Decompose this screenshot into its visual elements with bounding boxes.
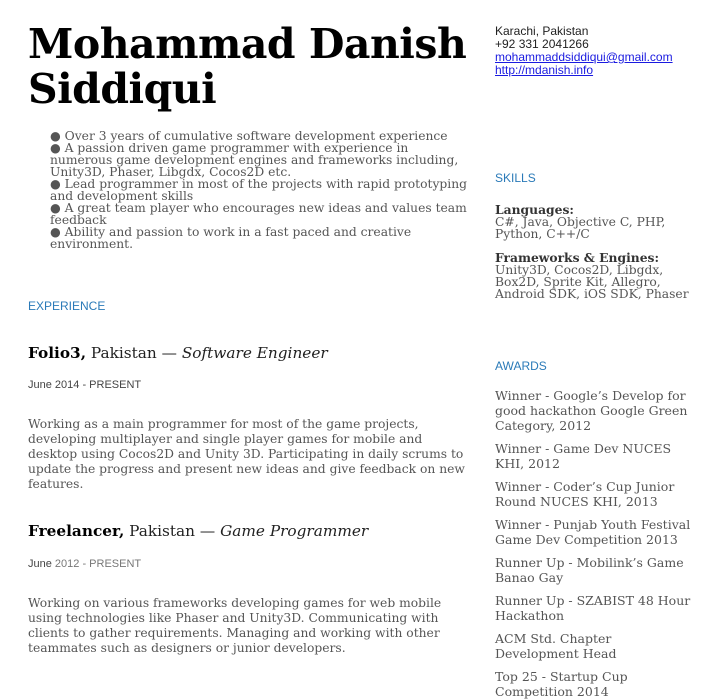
- award-item: Winner - Game Dev NUCES KHI, 2012: [495, 441, 672, 471]
- award-item: Winner - Google’s Develop for good hackathon Google Green Category, 2012: [495, 388, 688, 433]
- job-location: Pakistan: [129, 522, 196, 540]
- job-date-rest: 2012 - PRESENT: [54, 558, 142, 570]
- experience-heading: EXPERIENCE: [28, 299, 106, 313]
- contact-phone: +92 331 2041266: [495, 37, 589, 51]
- job-company: Folio3,: [28, 344, 87, 362]
- resume-name: [28, 22, 468, 112]
- contact-email-link[interactable]: mohammaddsiddiqui@gmail.com: [495, 50, 673, 64]
- job-date-month: June: [28, 558, 52, 570]
- summary-item: ● A great team player who encourages new ideas and values team feedback: [50, 201, 467, 227]
- summary-item: ● Lead programmer in most of the projects with rapid prototyping and development skills: [50, 177, 468, 203]
- award-item: Winner - Punjab Youth Festival Game Dev Competition 2013: [495, 517, 691, 547]
- job-separator: —: [161, 344, 177, 362]
- summary-item: ● Ability and passion to work in a fast paced and creative environment.: [50, 225, 412, 251]
- award-item: ACM Std. Chapter Development Head: [495, 631, 617, 661]
- job-role: Game Programmer: [220, 522, 369, 540]
- job-title-folio3: [28, 344, 328, 362]
- summary-list: [50, 130, 470, 250]
- award-item: Top 25 - Startup Cup Competition 2014: [495, 669, 628, 699]
- awards-heading: AWARDS: [495, 359, 547, 373]
- award-item: Runner Up - Mobilink’s Game Banao Gay: [495, 555, 684, 585]
- job-title-freelancer: [28, 522, 368, 540]
- job-role: Software Engineer: [181, 344, 328, 362]
- job-date-month: June 2014: [28, 379, 80, 391]
- skills-languages-list: C#, Java, Objective C, PHP, Python, C++/C: [495, 215, 666, 241]
- award-item: Runner Up - SZABIST 48 Hour Hackathon: [495, 593, 691, 623]
- job-date: [28, 379, 141, 391]
- skills-heading: SKILLS: [495, 171, 536, 185]
- job-location: Pakistan: [90, 344, 157, 362]
- job-separator: —: [199, 522, 216, 540]
- skills-frameworks-list: Unity3D, Cocos2D, Libgdx, Box2D, Sprite Kit, Allegro, Android SDK, iOS SDK, Phaser: [495, 263, 689, 301]
- skills-languages: [495, 204, 695, 240]
- job-description: Working as a main programmer for most of the game projects, developing multiplayer and single player games for mobile and desktop using Cocos2D and Unity 3D. Participating in daily scrums to update the progress and present new ideas and give feedback on new features.: [28, 417, 465, 491]
- job-date-rest: - PRESENT: [82, 379, 142, 391]
- summary-item: ● Over 3 years of cumulative software development experience: [50, 129, 448, 143]
- name-line-2: Siddiqui: [28, 65, 217, 113]
- summary-item: ● A passion driven game programmer with experience in numerous game development engines and frameworks including, Unity3D, Phaser, Libgdx, Cocos2D etc.: [50, 141, 459, 179]
- job-date: [28, 558, 141, 570]
- job-company: Freelancer,: [28, 522, 125, 540]
- job-description: Working on various frameworks developing games for web mobile using technologies like Phaser and Unity3D. Communicating with clients to gather requirements. Managing and working with other teammates such as designers or junior developers.: [28, 596, 442, 655]
- skills-frameworks-title: Frameworks & Engines:: [495, 250, 659, 265]
- contact-block: [495, 25, 673, 77]
- contact-website-link[interactable]: http://mdanish.info: [495, 63, 594, 77]
- contact-location: Karachi, Pakistan: [495, 24, 589, 38]
- skills-languages-title: Languages:: [495, 202, 574, 217]
- award-item: Winner - Coder’s Cup Junior Round NUCES KHI, 2013: [495, 479, 675, 509]
- name-line-1: Mohammad Danish: [28, 20, 467, 68]
- skills-frameworks: [495, 252, 695, 300]
